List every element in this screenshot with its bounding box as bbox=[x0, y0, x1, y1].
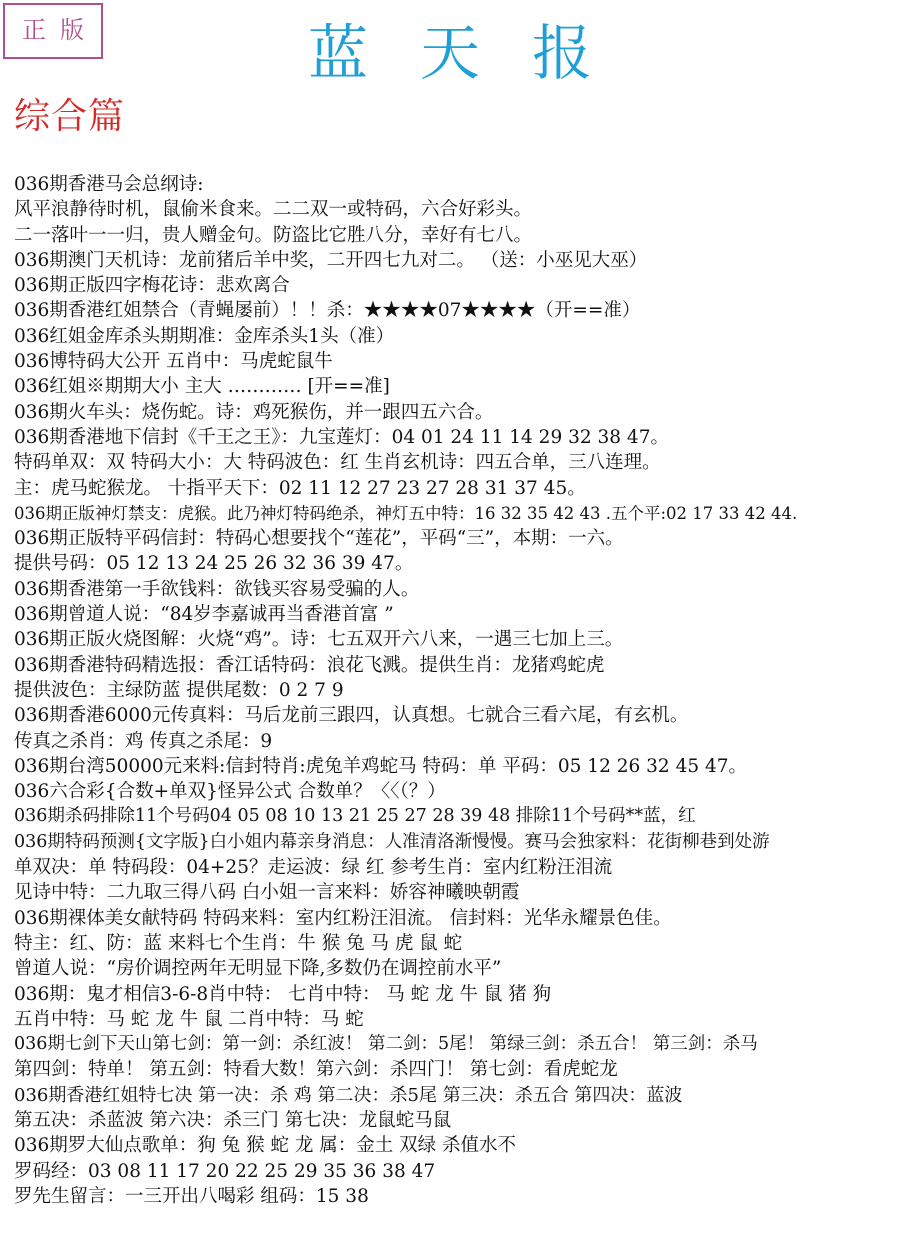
text-line: 036期台湾50000元来料:信封特肖:虎兔羊鸡蛇马 特码：单 平码：05 12 26 32 45 47。 bbox=[14, 755, 748, 777]
text-line: 第五决：杀蓝波 第六决：杀三门 第七决：龙鼠蛇马鼠 bbox=[14, 1109, 452, 1131]
text-line: 二一落叶一一归，贵人赠金句。防盗比它胜八分，幸好有七八。 bbox=[14, 224, 533, 246]
text-line: 036期正版火烧图解：火烧“鸡”。诗：七五双开六八来，一遇三七加上三。 bbox=[14, 629, 624, 651]
text-line: 五肖中特：马 蛇 龙 牛 鼠 二肖中特：马 蛇 bbox=[14, 1008, 364, 1030]
text-line: 036红姐金库杀头期期准：金库杀头1头（准） bbox=[14, 325, 395, 347]
text-line: 提供号码：05 12 13 24 25 26 32 36 39 47。 bbox=[14, 553, 414, 575]
text-line: 罗先生留言：一三开出八喝彩 组码：15 38 bbox=[14, 1185, 369, 1207]
text-line: 036期香港红姐特七决 第一决：杀 鸡 第二决：杀5尾 第三决：杀五合 第四决：蓝波 bbox=[14, 1084, 683, 1106]
text-line: 036六合彩{合数+单双}怪异公式 合数单？〈〈（？） bbox=[14, 781, 446, 803]
text-line: 036期香港特码精选报：香江话特码：浪花飞溅。提供生肖：龙猪鸡蛇虎 bbox=[14, 654, 605, 676]
text-line: 传真之杀肖：鸡 传真之杀尾：9 bbox=[14, 730, 273, 752]
text-line: 036期七剑下天山第七剑：第一剑：杀红波！ 第二剑：5尾！ 第绿三剑：杀五合！ 第三剑：杀马 bbox=[14, 1034, 758, 1055]
text-line: 036期正版四字梅花诗：悲欢离合 bbox=[14, 275, 290, 297]
text-line: 风平浪静待时机，鼠偷米食来。二二双一或特码，六合好彩头。 bbox=[14, 199, 533, 221]
text-line: 036期香港第一手欲钱料：欲钱买容易受骗的人。 bbox=[14, 578, 420, 600]
text-line: 036期香港地下信封《千王之王》：九宝莲灯：04 01 24 11 14 29 32 38 47。 bbox=[14, 426, 669, 448]
text-line: 单双决：单 特码段：04+25？走运波：绿 红 参考生肖：室内红粉汪泪流 bbox=[14, 857, 613, 879]
text-line: 见诗中特：二九取三得八码 白小姐一言来料：娇容神曦映朝霞 bbox=[14, 882, 520, 904]
text-line: 036期裸体美女献特码 特码来料：室内红粉汪泪流。 信封料：光华永耀景色佳。 bbox=[14, 907, 672, 929]
article-body bbox=[14, 172, 900, 1209]
newspaper-title: 蓝天报 bbox=[308, 19, 644, 89]
text-line: 036期香港6000元传真料：马后龙前三跟四，认真想。七就合三看六尾，有玄机。 bbox=[14, 705, 689, 727]
text-line: 036期正版特平码信封：特码心想要找个“莲花”，平码“三”，本期：一六。 bbox=[14, 528, 624, 550]
text-line: 曾道人说：“房价调控两年无明显下降,多数仍在调控前水平” bbox=[14, 958, 502, 980]
text-line: 036期火车头：烧伤蛇。诗：鸡死猴伤，并一跟四五六合。 bbox=[14, 401, 494, 423]
text-line: 特主：红、防：蓝 来料七个生肖：牛 猴 兔 马 虎 鼠 蛇 bbox=[14, 932, 463, 954]
text-line: 罗码经：03 08 11 17 20 22 25 29 35 36 38 47 bbox=[14, 1160, 436, 1182]
text-line: 036期罗大仙点歌单：狗 兔 猴 蛇 龙 属：金土 双绿 杀值水不 bbox=[14, 1135, 516, 1157]
text-line: 036期：鬼才相信3-6-8肖中特： 七肖中特： 马 蛇 龙 牛 鼠 猪 狗 bbox=[14, 983, 552, 1005]
text-line: 036期香港红姐禁合（青蝇屡前）！！杀：★★★★07★★★★（开==准） bbox=[14, 300, 641, 322]
text-line: 036期曾道人说：“84岁李嘉诚再当香港首富 ” bbox=[14, 604, 394, 626]
text-line: 036期杀码排除11个号码04 05 08 10 13 21 25 27 28 39 48 排除11个号码**蓝，红 bbox=[14, 806, 696, 827]
edition-badge: 正版 bbox=[3, 3, 103, 59]
text-line: 036期特码预测{文字版}白小姐内幕亲身消息：人准清洛渐慢慢。赛马会独家料：花街柳巷到处游 bbox=[14, 831, 770, 852]
text-line: 特码单双：双 特码大小：大 特码波色：红 生肖玄机诗：四五合单，三八连理。 bbox=[14, 452, 661, 474]
text-line: 036期香港马会总纲诗: bbox=[14, 174, 204, 195]
text-line: 主：虎马蛇猴龙。 十指平天下：02 11 12 27 23 27 28 31 37 45。 bbox=[14, 477, 586, 499]
text-line: 提供波色：主绿防蓝 提供尾数：0 2 7 9 bbox=[14, 679, 344, 701]
text-line: 036期澳门天机诗：龙前猪后羊中奖，二开四七九对二。 （送：小巫见大巫） bbox=[14, 249, 648, 271]
section-title: 综合篇 bbox=[14, 96, 126, 137]
text-line: 036期正版神灯禁支：虎猴。此乃神灯特码绝杀，神灯五中特：16 32 35 42 43 .五个平:02 17 33 42 44. bbox=[14, 503, 798, 523]
text-line: 036博特码大公开 五肖中：马虎蛇鼠牛 bbox=[14, 351, 333, 373]
text-line: 第四剑：特单！ 第五剑：特看大数！第六剑：杀四门！ 第七剑：看虎蛇龙 bbox=[14, 1059, 618, 1081]
text-line: 036红姐※期期大小 主大 ………… [开==准] bbox=[14, 376, 390, 398]
